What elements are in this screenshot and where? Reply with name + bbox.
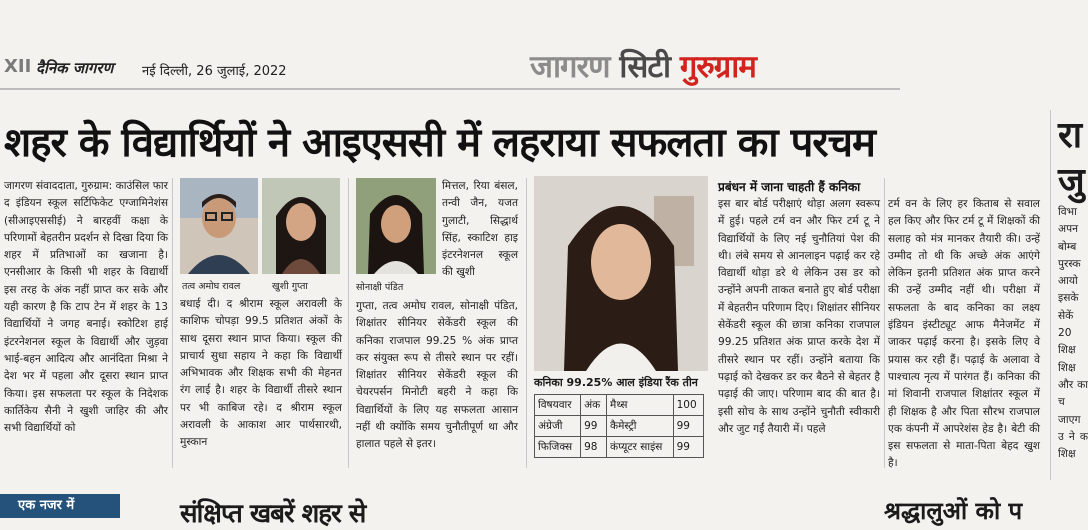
photo-tatva [180,178,258,274]
brand-part-2: सिटी [619,49,671,85]
table-cell: 100 [673,395,703,416]
table-cell: 98 [581,437,607,458]
photo-khushi [262,178,340,274]
student-photo-icon [262,178,340,274]
header-rule [0,88,900,90]
table-cell: अंग्रेजी [535,416,581,437]
table-cell: 99 [673,416,703,437]
table-cell: विषयवार [535,395,581,416]
photo-kanika [534,176,708,371]
bottom-headline-right: श्रद्धालुओं को प [884,497,1023,525]
newspaper-name: दैनिक जागरण [36,59,114,77]
dateline: नई दिल्ली, 26 जुलाई, 2022 [142,64,287,79]
table-cell: अंक [581,395,607,416]
marks-table [534,394,704,458]
article-column-3: गुप्ता, तत्व अमोघ रावल, सोनाक्षी पंडित, शिक्षांतर सीनियर सेकेंडरी स्कूल की कनिका राजपाल 99.25 % अंक प्राप्त कर संयुक्त रूप से तीसरे स्थान पर रहीं। शिक्षांतर सीनियर सेकेंडरी स्कूल की चेयरपर्सन मिनोटी बहरी ने कहा कि विद्यार्थियों के लिए यह सफलता आसान नहीं थी क्योंकि समय चुनौतीपूर्ण था और हालात पहले से इतर। [356,300,518,451]
table-cell: 99 [673,437,703,458]
photo-sonakshi [356,178,436,274]
student-photo-icon [180,178,258,274]
table-cell: फिजिक्स [535,437,581,458]
article-column-4: इस बार बोर्ड परीक्षाएं थोड़ा अलग स्वरूप में हुई। पहले टर्म वन और फिर टर्म टू ने विद्यार्थियों के लिए नई चुनौतियां पेश की थी। लंबे समय से आनलाइन पढ़ाई कर रहे विद्यार्थी थोड़ा डरे थे लेकिन उस डर को उन्होंने अपनी ताकत बनाते हुए बोर्ड परीक्षा में बेहतरीन परिणाम दिए। शिक्षांतर सीनियर सेकेंडरी स्कूल की छात्रा कनिका राजपाल 99.25 प्रतिशत अंक प्राप्त करके देश में तीसरे स्थान पर रहीं। उन्होंने बताया कि पढ़ाई को देखकर डर कर बैठने से बेहतर है पढ़ाई की जाए। परिणाम बाद की बात है। इसी सोच के साथ उन्होंने चुनौती स्वीकारी और जुट गईं तैयारी में। पहले [718,198,880,435]
briefs-box: एक नजर में [0,494,120,518]
article-column-5: टर्म वन के लिए हर किताब से सवाल हल किए और फिर टर्म टू में शिक्षकों की सलाह को मंत्र मानकर तैयारी की। उन्हें उम्मीद तो थी कि अच्छे अंक आएंगे लेकिन इतनी प्रतिशत अंक प्राप्त करने की उन्हें उम्मीद नहीं थी। परीक्षा में सफलता के बाद कनिका का लक्ष्य इंडियन इंस्टीट्यूट आफ मैनेजमेंट में जाकर पढ़ाई करना है। इसके लिए वे प्रयास कर रही हैं। पढ़ाई के अलावा वे पाश्चात्य नृत्य में पारंगत हैं। कनिका की मां शिवानी राजपाल शिक्षांतर स्कूल में ही शिक्षक है और पिता सौरभ राजपाल एक कंपनी में आपरेशंस हेड है। बेटी की इस सफलता से माता-पिता बेहद खुश है। [888,198,1040,470]
article-column-3-top: मित्तल, रिया बंसल, तन्वी जैन, यजत गुलाटी, सिद्धार्थ सिंह, स्काटिश हाइ इंटरनेशनल स्कूल की खुशी [442,180,518,279]
caption-khushi: खुशी गुप्ता [272,281,308,292]
table-cell: 99 [581,416,607,437]
student-photo-icon [356,178,436,274]
caption-sonakshi: सोनाक्षी पंडित [356,282,404,293]
table-cell: कैमेस्ट्री [607,416,674,437]
bottom-headline: संक्षिप्त खबरें शहर से [180,499,366,529]
column-divider [884,178,885,468]
table-cell: कंप्यूटर साइंस [607,437,674,458]
photo-caption-kanika: कनिका 99.25% आल इंडिया रैंक तीन [534,376,698,389]
main-headline: शहर के विद्यार्थियों ने आइएससी में लहराया सफलता का परचम [4,120,875,166]
column-divider [526,178,527,468]
article-column-2: बधाई दी। द श्रीराम स्कूल अरावली के काशिफ चोपड़ा 99.5 प्रतिशत अंकों के साथ दूसरा स्थान प्राप्त किया। स्कूल की प्राचार्य सुधा सहाय ने कहा कि विद्यार्थी अभिभावक और शिक्षक सभी की मेहनत रंग लाई है। शहर के विद्यार्थी तीसरे स्थान पर भी काबिज रहे। द श्रीराम स्कूल अरावली के आकाश आर पार्थसारथी, मुस्कान [180,298,342,449]
page-number: XII [4,56,32,77]
table-cell: मैथ्स [607,395,674,416]
table-row [535,395,704,416]
brand-part-1: जागरण [530,49,610,85]
sub-headline: प्रबंधन में जाना चाहती हैं कनिका [718,180,861,194]
city-brand [530,45,756,87]
article-column-1: जागरण संवाददाता, गुरुग्राम: काउंसिल फार द इंडियन स्कूल सर्टिफिकेट एग्जामिनेशंस (सीआइएससीई) ने बारहवीं कक्षा के परिणामों बेहतरीन प्रदर्शन से दिखा दिया कि शहर में प्रतिभाओं का खजाना है। एनसीआर के किसी भी शहर के विद्यार्थी इस तरह के अंक नहीं प्राप्त कर सके और यही कारण है कि टाप टेन में शहर के 13 विद्यार्थियों ने जगह बनाई। स्कोटिश हाई इंटरनेशनल स्कूल के विद्यार्थी और जुड़वा भाई-बहन आदित्य और आनंदिता मिश्रा ने देश भर में पहला और दूसरा स्थान प्राप्त किया। इस सफलता पर स्कूल के निदेशक कार्तिकेय सैनी ने खुशी जाहिर की और सभी विद्यार्थियों को [4,180,168,435]
side-headline: रा जु [1058,115,1085,202]
brand-part-3: गुरुग्राम [679,49,756,85]
column-divider [172,178,173,468]
column-divider [348,178,349,468]
column-divider [1050,110,1051,480]
table-row [535,437,704,458]
table-row [535,416,704,437]
article-column-6-cut: विभा अपन बोम्ब पुरस्क आयो इसके सेकें 20 शिक्ष शिक्ष और का च जाएग उ ने क शिक्ष [1058,206,1088,461]
student-photo-icon [534,176,708,371]
caption-tatva: तत्व अमोघ रावल [182,281,241,292]
